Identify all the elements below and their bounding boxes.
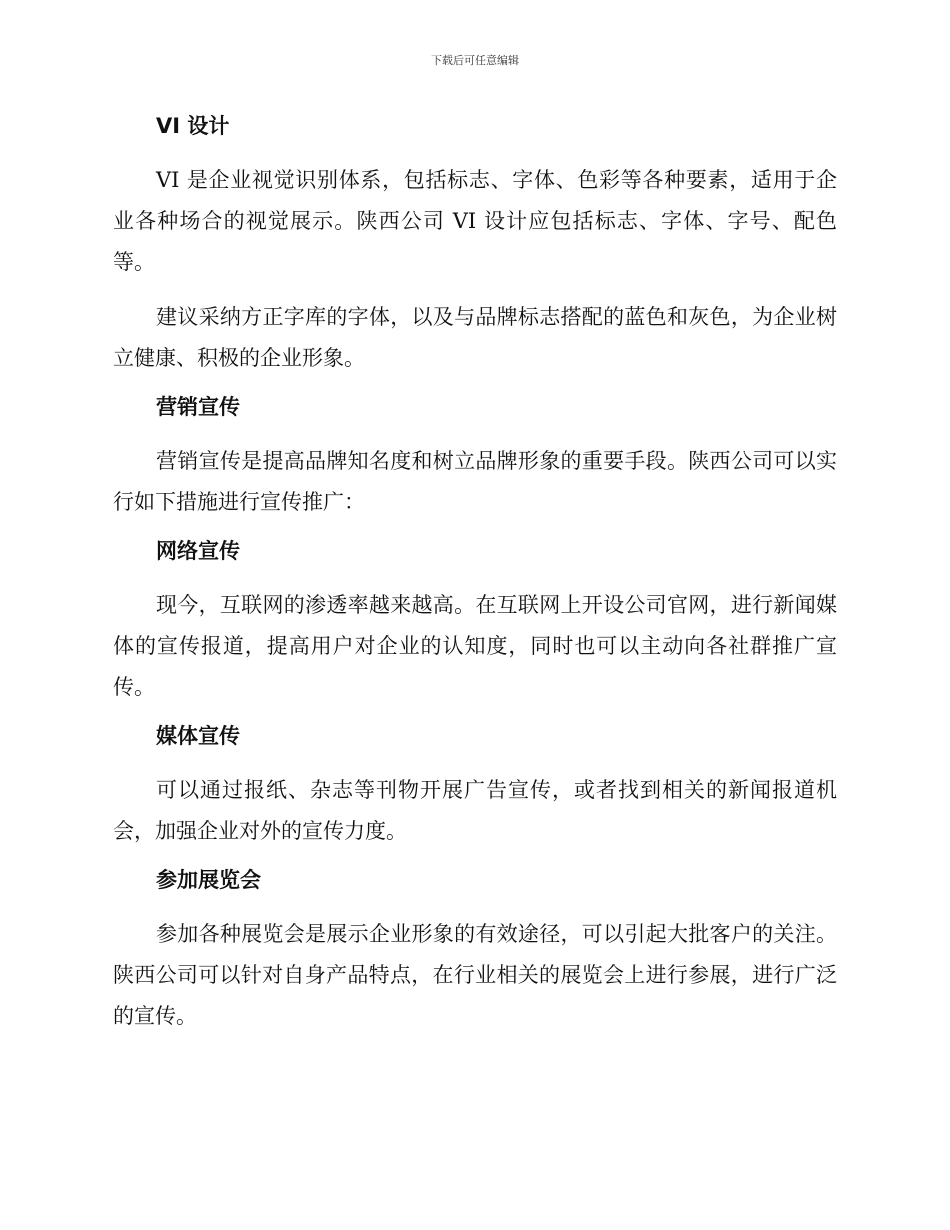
paragraph: 可以通过报纸、杂志等刊物开展广告宣传，或者找到相关的新闻报道机会，加强企业对外的宣传力度。 [113, 778, 837, 843]
page-header: 下载后可任意编辑 [431, 54, 519, 67]
paragraph: 现今，互联网的渗透率越来越高。在互联网上开设公司官网，进行新闻媒体的宣传报道，提高用户对企业的认知度，同时也可以主动向各社群推广宣传。 [113, 593, 837, 699]
section-heading-online-promotion: 网络宣传 [156, 539, 240, 563]
section-heading-vi-design: VI 设计 [156, 114, 230, 138]
document-body [113, 106, 837, 1037]
section-heading-exhibitions: 参加展览会 [156, 868, 261, 892]
section-heading-media-promotion: 媒体宣传 [156, 724, 240, 748]
section-heading-marketing: 营销宣传 [156, 395, 240, 419]
paragraph: 建议采纳方正字库的字体，以及与品牌标志搭配的蓝色和灰色，为企业树立健康、积极的企业形象。 [113, 305, 837, 370]
paragraph: 营销宣传是提高品牌知名度和树立品牌形象的重要手段。陕西公司可以实行如下措施进行宣传推广： [113, 449, 837, 514]
paragraph: VI 是企业视觉识别体系，包括标志、字体、色彩等各种要素，适用于企业各种场合的视觉展示。陕西公司 VI 设计应包括标志、字体、字号、配色等。 [113, 168, 837, 274]
paragraph: 参加各种展览会是展示企业形象的有效途径，可以引起大批客户的关注。陕西公司可以针对自身产品特点，在行业相关的展览会上进行参展，进行广泛的宣传。 [113, 922, 837, 1028]
